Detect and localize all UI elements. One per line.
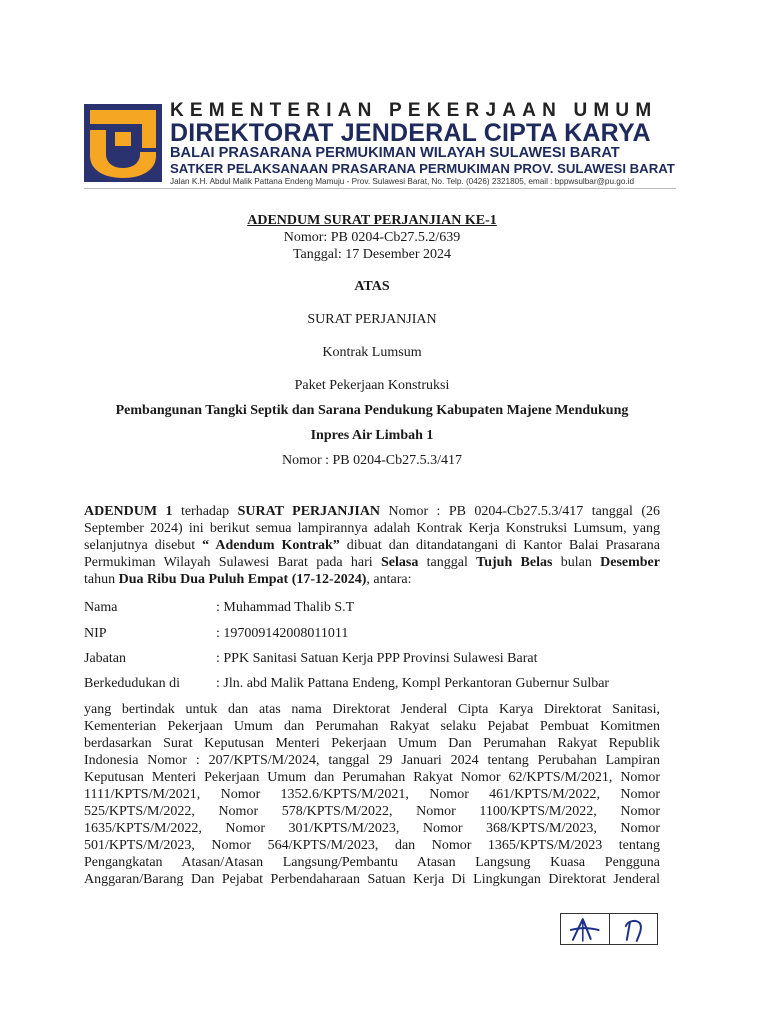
intro-text: terhadap (172, 504, 238, 519)
body-line: 501/KPTS/M/2023, Nomor 564/KPTS/M/2023, dan Nomor 1365/KPTS/M/2023 tentang (84, 838, 660, 853)
satker-name: SATKER PELAKSANAAN PRASARANA PERMUKIMAN PROV. SULAWESI BARAT (170, 161, 675, 176)
ministry-name: KEMENTERIAN PEKERJAAN UMUM (170, 100, 658, 121)
balai-name: BALAI PRASARANA PERMUKIMAN WILAYAH SULAWESI BARAT (170, 145, 620, 161)
intro-bold: Selasa (381, 555, 419, 570)
intro-text: bulan (552, 555, 601, 570)
intro-line (84, 537, 660, 554)
body-line: Pengangkatan Atasan/Atasan Langsung/Pembantu Atasan Langsung Kuasa Pengguna (84, 855, 660, 870)
body-line: berdasarkan Surat Keputusan Menteri Pekerjaan Umum Dan Perumahan Rakyat Republik (84, 736, 660, 751)
intro-text: tahun (84, 572, 119, 587)
surat-perjanjian-heading: SURAT PERJANJIAN (307, 312, 437, 327)
body-line: Anggaran/Barang Dan Pejabat Perbendaharaan Satuan Kerja Di Lingkungan Direktorat Jenderal (84, 872, 660, 887)
intro-line: September 2024) ini berikut semua lampirannya adalah Kontrak Kerja Konstruksi Lumsum, yang (84, 521, 660, 536)
intro-text: tanggal (418, 555, 477, 570)
letterhead-divider (84, 188, 676, 189)
intro-bold: Desember (600, 555, 660, 570)
work-package: Paket Pekerjaan Konstruksi (294, 378, 450, 393)
project-name-line2: Inpres Air Limbah 1 (310, 428, 434, 443)
document-number: Nomor: PB 0204-Cb27.5.2/639 (283, 230, 461, 245)
project-name-line1: Pembangunan Tangki Septik dan Sarana Pendukung Kabupaten Majene Mendukung (115, 403, 629, 418)
intro-bold: SURAT PERJANJIAN (237, 504, 381, 519)
party-label: Jabatan (84, 651, 126, 666)
intro-text: Permukiman Wilayah Sulawesi Barat pada hari (84, 555, 381, 570)
atas-heading: ATAS (354, 279, 390, 294)
contract-type: Kontrak Lumsum (322, 345, 422, 360)
party-value: : 197009142008011011 (216, 626, 349, 641)
intro-bold: Tujuh Belas (476, 555, 553, 570)
party-value: : Jln. abd Malik Pattana Endeng, Kompl Perkantoran Gubernur Sulbar (216, 676, 610, 691)
handwritten-initials-icon (610, 914, 658, 944)
intro-paragraph (84, 503, 660, 588)
body-line: Kementerian Pekerjaan Umum dan Perumahan Rakyat selaku Pejabat Pembuat Komitmen (84, 719, 660, 734)
intro-text: , antara: (366, 572, 412, 587)
intro-bold: “ Adendum Kontrak” (202, 538, 340, 553)
body-line: Indonesia Nomor : 207/KPTS/M/2024, tanggal 29 Januari 2024 tentang Perubahan Lampiran (84, 753, 660, 768)
intro-line (84, 571, 660, 588)
party-value: : PPK Sanitasi Satuan Kerja PPP Provinsi Sulawesi Barat (216, 651, 538, 666)
body-paragraph (84, 701, 660, 888)
intro-text: selanjutnya disebut (84, 538, 203, 553)
body-line: Keputusan Menteri Pekerjaan Umum dan Perumahan Rakyat Nomor 62/KPTS/M/2021, Nomor (84, 770, 660, 785)
handwritten-initials-icon (561, 914, 609, 944)
party-label: Berkedudukan di (84, 676, 181, 691)
party-label: Nama (84, 600, 118, 615)
intro-text: Nomor : PB 0204-Cb27.5.3/417 tanggal (26 (380, 504, 660, 519)
office-address: Jalan K.H. Abdul Malik Pattana Endeng Mamuju - Prov. Sulawesi Barat, No. Telp. (0426) 2321805, email : bppwsulbar@pu.go.id (170, 177, 635, 186)
body-line: 1111/KPTS/M/2021, Nomor 1352.6/KPTS/M/2021, Nomor 461/KPTS/M/2022, Nomor (84, 787, 660, 802)
intro-line (84, 554, 660, 571)
project-number: Nomor : PB 0204-Cb27.5.3/417 (281, 453, 463, 468)
directorate-name: DIREKTORAT JENDERAL CIPTA KARYA (170, 119, 651, 147)
pu-logo-icon (84, 104, 162, 182)
party-value: : Muhammad Thalib S.T (216, 600, 355, 615)
intro-text: dibuat dan ditandatangani di Kantor Balai Prasarana (339, 538, 660, 553)
initials-box (560, 913, 658, 945)
letterhead (84, 100, 676, 184)
body-line: yang bertindak untuk dan atas nama Direktorat Jenderal Cipta Karya Direktorat Sanitasi, (84, 702, 660, 717)
body-line: 525/KPTS/M/2022, Nomor 578/KPTS/M/2022, Nomor 1100/KPTS/M/2022, Nomor (84, 804, 660, 819)
party-label: NIP (84, 626, 107, 641)
letterhead-text (170, 100, 676, 187)
document-date: Tanggal: 17 Desember 2024 (292, 247, 452, 262)
document-title: ADENDUM SURAT PERJANJIAN KE-1 (247, 213, 497, 228)
intro-bold: Dua Ribu Dua Puluh Empat (17-12-2024) (118, 572, 367, 587)
intro-line (84, 503, 660, 520)
initials-cell-second (609, 914, 658, 944)
initials-cell-first (561, 914, 609, 944)
intro-bold: ADENDUM 1 (84, 504, 173, 519)
body-line: 1635/KPTS/M/2022, Nomor 301/KPTS/M/2023, Nomor 368/KPTS/M/2023, Nomor (84, 821, 660, 836)
